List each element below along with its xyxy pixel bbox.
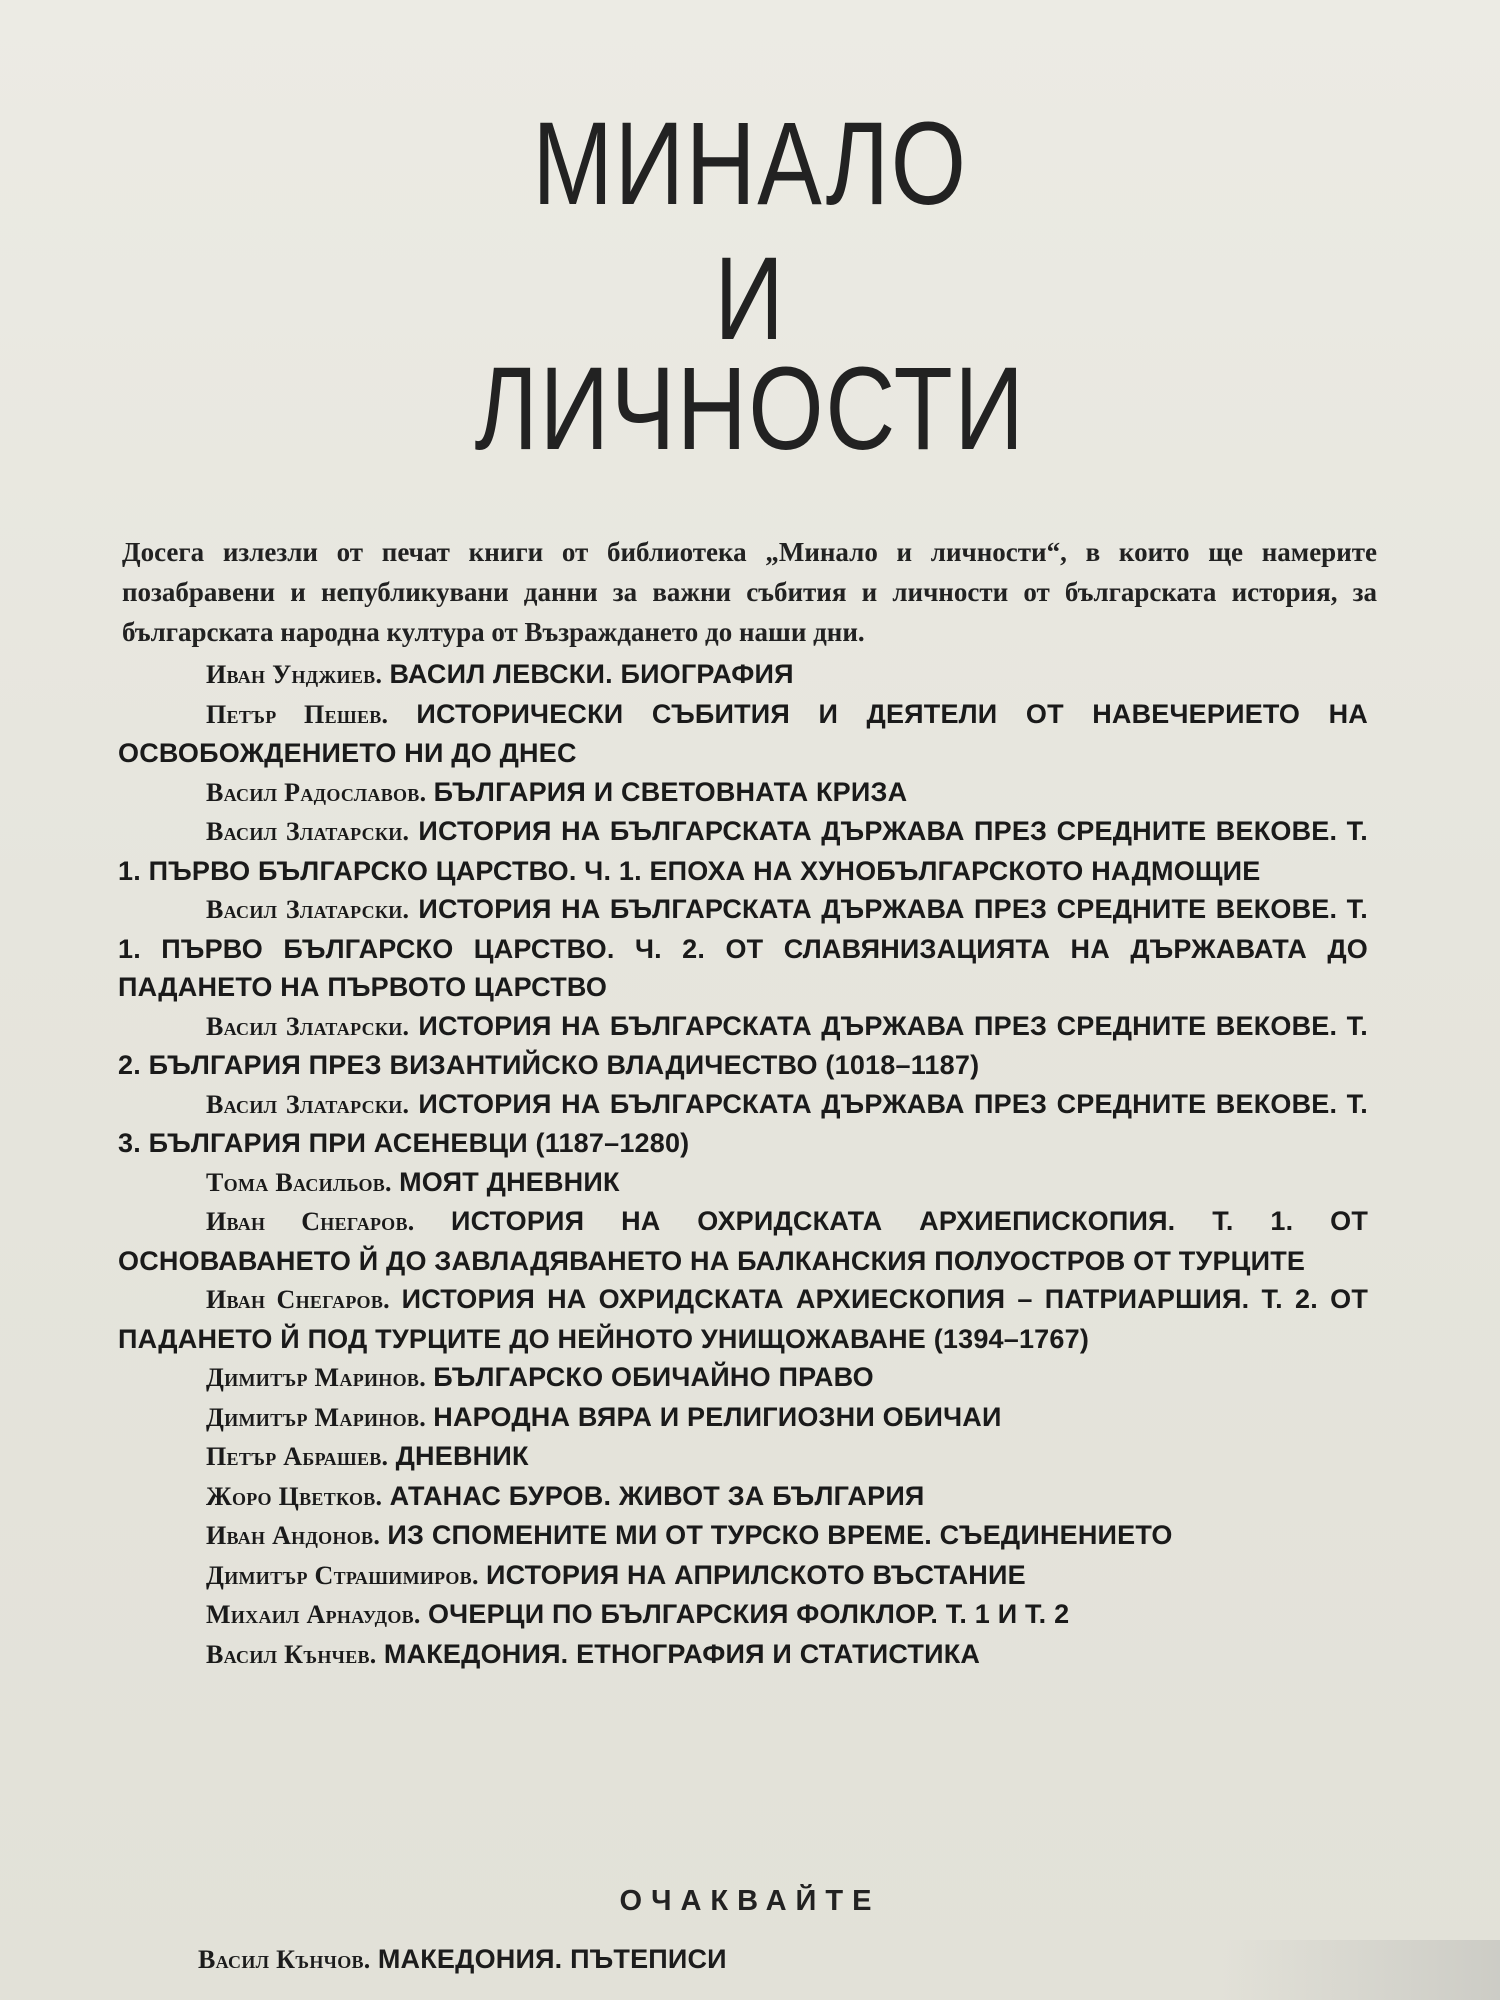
book-entry	[118, 1556, 1368, 1596]
book-title: НАРОДНА ВЯРА И РЕЛИГИОЗНИ ОБИЧАИ	[433, 1401, 1002, 1432]
book-author: Петър Абрашев.	[206, 1442, 389, 1471]
book-author: Димитър Страшимиров.	[206, 1560, 479, 1590]
book-author: Димитър Маринов.	[206, 1402, 426, 1432]
book-entry	[118, 1516, 1368, 1556]
corner-shadow	[1220, 1940, 1500, 2000]
forthcoming-entry	[198, 1943, 727, 1976]
book-entry	[118, 1437, 1368, 1477]
book-author: Иван Снегаров.	[206, 1285, 390, 1314]
book-entry	[118, 1163, 1368, 1203]
book-author: Тома Васильов.	[206, 1167, 392, 1197]
intro-paragraph: Досега излезли от печат книги от библиотека „Минало и личности“, в които ще намерите позабравени и непубликувани данни за важни събития и личности от българската история, за българската народна култура от Възраждането до наши дни.	[122, 537, 1377, 647]
title-line-3: ЛИЧНОСТИ	[474, 343, 1026, 475]
book-title: ИСТОРИЯ НА АПРИЛСКОТО ВЪСТАНИЕ	[486, 1559, 1026, 1590]
book-title: ИСТОРИЯ НА БЪЛГАРСКАТА ДЪРЖАВА ПРЕЗ СРЕДНИТЕ ВЕКОВЕ. Т. 1. ПЪРВО БЪЛГАРСКО ЦАРСТВО. Ч. 1. ЕПОХА НА ХУНОБЪЛГАРСКОТО НАДМОЩИЕ	[118, 816, 1368, 886]
book-author: Васил Кънчев.	[206, 1639, 377, 1669]
title-line-2: И	[714, 233, 786, 365]
book-author: Димитър Маринов.	[206, 1363, 426, 1392]
book-entry	[118, 1635, 1368, 1675]
book-list	[118, 655, 1368, 1674]
book-title: БЪЛГАРИЯ И СВЕТОВНАТА КРИЗА	[433, 776, 908, 807]
book-author: Васил Златарски.	[206, 817, 410, 846]
book-author: Васил Златарски.	[206, 895, 410, 924]
book-author: Васил Радославов.	[206, 777, 427, 807]
forthcoming-heading: ОЧАКВАЙТЕ	[619, 1885, 881, 1917]
book-author: Жоро Цветков.	[206, 1481, 383, 1511]
book-title: ИЗ СПОМЕНИТЕ МИ ОТ ТУРСКО ВРЕМЕ. СЪЕДИНЕНИЕТО	[387, 1520, 1173, 1550]
book-entry	[118, 1085, 1368, 1163]
book-author: Иван Унджиев.	[206, 660, 383, 689]
book-entry	[118, 1477, 1368, 1517]
book-entry	[118, 773, 1368, 813]
book-author: Михаил Арнаудов.	[206, 1600, 421, 1629]
book-title: АТАНАС БУРОВ. ЖИВОТ ЗА БЪЛГАРИЯ	[389, 1480, 925, 1511]
book-title: МАКЕДОНИЯ. ПЪТЕПИСИ	[377, 1944, 727, 1974]
book-author: Иван Снегаров.	[206, 1207, 415, 1236]
book-author: Васил Златарски.	[206, 1011, 410, 1041]
book-author: Петър Пешев.	[206, 699, 389, 729]
book-title: МОЯТ ДНЕВНИК	[399, 1166, 620, 1197]
book-entry	[118, 1280, 1368, 1358]
book-entry	[118, 1007, 1368, 1085]
book-author: Иван Андонов.	[206, 1521, 381, 1550]
book-entry	[118, 655, 1368, 695]
book-entry	[118, 1202, 1368, 1280]
book-title: ИСТОРИЧЕСКИ СЪБИТИЯ И ДЕЯТЕЛИ ОТ НАВЕЧЕРИЕТО НА ОСВОБОЖДЕНИЕТО НИ ДО ДНЕС	[118, 698, 1368, 768]
book-title: БЪЛГАРСКО ОБИЧАЙНО ПРАВО	[433, 1362, 874, 1392]
book-title: ВАСИЛ ЛЕВСКИ. БИОГРАФИЯ	[389, 659, 794, 689]
book-title: ИСТОРИЯ НА ОХРИДСКАТА АРХИЕПИСКОПИЯ. Т. 1. ОТ ОСНОВАВАНЕТО Й ДО ЗАВЛАДЯВАНЕТО НА БАЛКАНСКИЯ ПОЛУОСТРОВ ОТ ТУРЦИТЕ	[118, 1206, 1369, 1276]
book-author: Васил Златарски.	[206, 1089, 410, 1119]
book-entry	[118, 812, 1368, 890]
book-title: ОЧЕРЦИ ПО БЪЛГАРСКИЯ ФОЛКЛОР. Т. 1 И Т. 2	[427, 1599, 1070, 1629]
book-title: ИСТОРИЯ НА ОХРИДСКАТА АРХИЕСКОПИЯ – ПАТРИАРШИЯ. Т. 2. ОТ ПАДАНЕТО Й ПОД ТУРЦИТЕ ДО НЕЙНОТО УНИЩОЖАВАНЕ (1394–1767)	[118, 1284, 1369, 1354]
book-entry	[118, 1398, 1368, 1438]
title-line-1: МИНАЛО	[532, 98, 968, 230]
book-title: ИСТОРИЯ НА БЪЛГАРСКАТА ДЪРЖАВА ПРЕЗ СРЕДНИТЕ ВЕКОВЕ. Т. 1. ПЪРВО БЪЛГАРСКО ЦАРСТВО. Ч. 2. ОТ СЛАВЯНИЗАЦИЯТА НА ДЪРЖАВАТА ДО ПАДАНЕТО НА ПЪРВОТО ЦАРСТВО	[118, 894, 1368, 1002]
book-title: МАКЕДОНИЯ. ЕТНОГРАФИЯ И СТАТИСТИКА	[383, 1638, 981, 1669]
book-entry	[118, 1358, 1368, 1398]
book-entry	[118, 1595, 1368, 1635]
book-entry	[118, 695, 1368, 773]
book-title: ДНЕВНИК	[395, 1441, 529, 1471]
book-title: ИСТОРИЯ НА БЪЛГАРСКАТА ДЪРЖАВА ПРЕЗ СРЕДНИТЕ ВЕКОВЕ. Т. 2. БЪЛГАРИЯ ПРЕЗ ВИЗАНТИЙСКО ВЛАДИЧЕСТВО (1018–1187)	[118, 1010, 1368, 1080]
book-title: ИСТОРИЯ НА БЪЛГАРСКАТА ДЪРЖАВА ПРЕЗ СРЕДНИТЕ ВЕКОВЕ. Т. 3. БЪЛГАРИЯ ПРИ АСЕНЕВЦИ (1187–1280)	[118, 1088, 1368, 1158]
book-entry	[118, 890, 1368, 1007]
book-author: Васил Кънчов.	[198, 1945, 371, 1974]
